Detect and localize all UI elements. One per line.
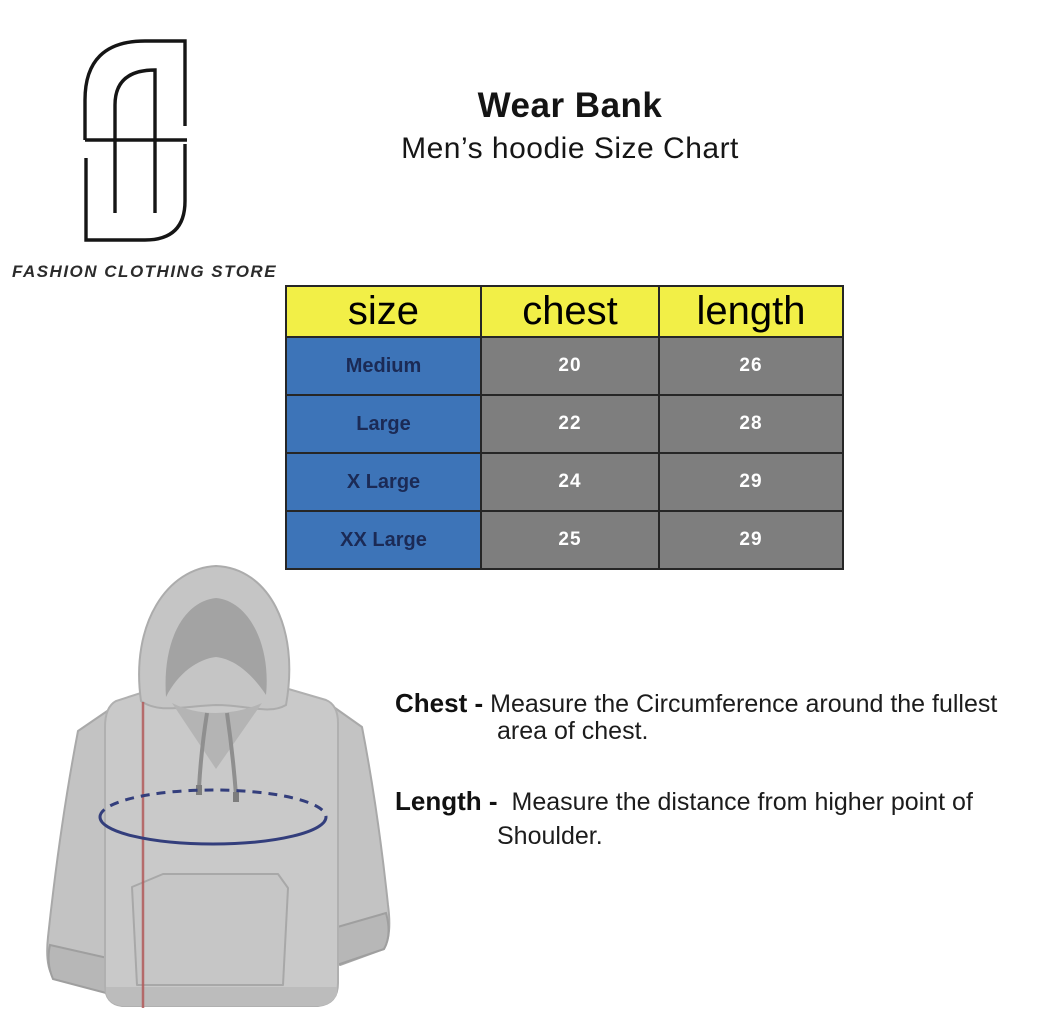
logo-upper-stroke bbox=[85, 41, 185, 140]
table-row bbox=[286, 337, 843, 395]
column-header-chest: chest bbox=[481, 286, 659, 337]
sa-monogram-logo-icon bbox=[70, 28, 210, 258]
page-title: Wear Bank bbox=[477, 86, 663, 125]
title-block bbox=[350, 86, 790, 166]
column-header-length: length bbox=[659, 286, 843, 337]
chest-value: 24 bbox=[481, 453, 659, 511]
length-value: 28 bbox=[659, 395, 843, 453]
page-subtitle: Men’s hoodie Size Chart bbox=[401, 132, 739, 165]
hoodie-hem bbox=[106, 987, 337, 1006]
chest-instruction bbox=[395, 688, 997, 719]
length-instruction-continued: Shoulder. bbox=[497, 822, 603, 850]
chest-value: 22 bbox=[481, 395, 659, 453]
table-row bbox=[286, 395, 843, 453]
size-label: X Large bbox=[286, 453, 481, 511]
size-label: XX Large bbox=[286, 511, 481, 569]
length-text: Measure the distance from higher point of bbox=[511, 788, 973, 816]
size-label: Large bbox=[286, 395, 481, 453]
chest-text: Measure the Circumference around the fullest bbox=[490, 690, 998, 718]
chest-instruction-continued: area of chest. bbox=[497, 717, 649, 745]
column-header-size: size bbox=[286, 286, 481, 337]
logo-lower-stroke bbox=[86, 144, 185, 240]
hoodie-pocket bbox=[132, 874, 288, 985]
length-term: Length - bbox=[395, 786, 498, 816]
table-row bbox=[286, 453, 843, 511]
length-instruction bbox=[395, 786, 973, 817]
size-label: Medium bbox=[286, 337, 481, 395]
length-value: 26 bbox=[659, 337, 843, 395]
table-header-row bbox=[286, 286, 843, 337]
chest-term: Chest - bbox=[395, 688, 484, 718]
hoodie-measurement-illustration bbox=[20, 555, 400, 1025]
hoodie-drawstring-tip-right bbox=[233, 792, 239, 802]
store-name: FASHION CLOTHING STORE bbox=[12, 262, 278, 281]
length-value: 29 bbox=[659, 511, 843, 569]
length-value: 29 bbox=[659, 453, 843, 511]
chest-value: 25 bbox=[481, 511, 659, 569]
chest-value: 20 bbox=[481, 337, 659, 395]
size-chart-table bbox=[285, 285, 844, 570]
